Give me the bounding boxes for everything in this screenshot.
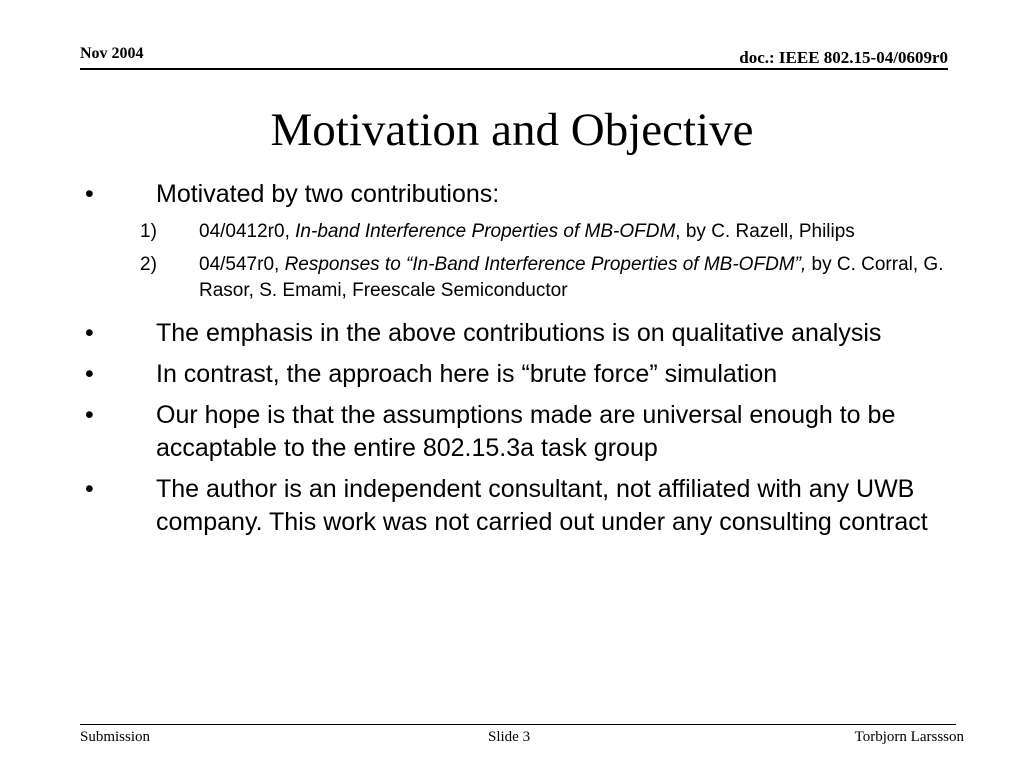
- bullet-icon: •: [85, 475, 94, 503]
- bullet-item: [85, 358, 945, 391]
- bullet-item: [85, 473, 945, 539]
- footer-slide-number: Slide 3: [488, 729, 531, 745]
- bullet-item: [85, 399, 945, 465]
- bullet-text: In contrast, the approach here is “brute force” simulation: [156, 360, 778, 388]
- bullet-item: [85, 317, 945, 350]
- contribution-item: [85, 252, 945, 304]
- bullet-icon: •: [85, 180, 94, 208]
- bullet-icon: •: [85, 401, 94, 429]
- contribution-authors: by C. Corral, G. Rasor, S. Emami, Freescale Semiconductor: [199, 254, 944, 301]
- contribution-list: [85, 219, 945, 304]
- footer-author: Torbjorn Larssson: [854, 729, 964, 745]
- slide-body: [85, 178, 945, 547]
- contribution-number: 2): [140, 254, 157, 275]
- bullet-text: The author is an independent consultant, not affiliated with any UWB company. This work was not carried out under any consulting contract: [156, 475, 928, 536]
- slide-title: Motivation and Objective: [270, 104, 754, 156]
- bullet-icon: •: [85, 319, 94, 347]
- bullet-text: The emphasis in the above contributions is on qualitative analysis: [156, 319, 882, 347]
- contribution-number: 1): [140, 221, 157, 242]
- header-date: Nov 2004: [80, 45, 144, 62]
- contribution-id: 04/0412r0,: [199, 221, 296, 242]
- contribution-title: In-band Interference Properties of MB-OFDM: [295, 221, 676, 242]
- footer-submission: Submission: [80, 729, 151, 745]
- bullet-text: Our hope is that the assumptions made are universal enough to be accaptable to the entire 802.15.3a task group: [156, 401, 896, 462]
- bullet-icon: •: [85, 360, 94, 388]
- contribution-item: [85, 219, 945, 245]
- contribution-authors: , by C. Razell, Philips: [675, 221, 855, 242]
- header-divider: [80, 68, 948, 70]
- bullet-item: [85, 178, 945, 211]
- bullet-text: Motivated by two contributions:: [156, 180, 500, 208]
- header-doc-id: doc.: IEEE 802.15-04/0609r0: [739, 48, 948, 67]
- contribution-title: Responses to “In-Band Interference Properties of MB-OFDM”,: [284, 254, 807, 275]
- contribution-id: 04/547r0,: [199, 254, 285, 275]
- footer-divider: [80, 724, 956, 725]
